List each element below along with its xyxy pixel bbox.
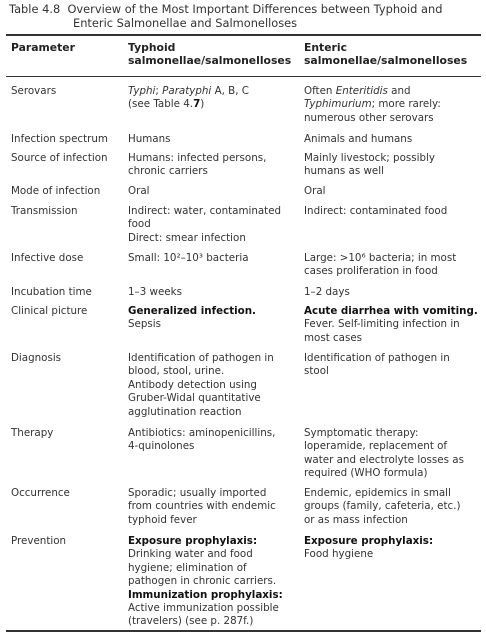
row-parameter: Clinical picture [11, 305, 88, 317]
cell-line: Often Enteritidis and [304, 85, 411, 97]
cell-line: chronic carriers [128, 165, 208, 178]
serovar-typhimurium: Typhimurium [304, 98, 372, 111]
serovar-line: Typhi; Paratyphi A, B, C [128, 85, 249, 97]
cell-line: Food hygiene [304, 548, 374, 561]
cell-line: agglutination reaction [128, 405, 242, 418]
row-parameter: Infection spectrum [11, 133, 108, 145]
serovar-enteritidis: Enteritidis [335, 85, 388, 97]
cell-line: Antibody detection using [128, 378, 257, 391]
cell-line: Gruber-Widal quantitative [128, 392, 261, 405]
cell-line: Sepsis [128, 318, 161, 331]
header-typhoid-line: salmonellae/salmonelloses [128, 54, 292, 68]
cell-line: humans as well [304, 165, 384, 178]
cell-line: 4-quinolones [128, 440, 195, 453]
row-typhoid-cell: 1–3 weeks [128, 286, 182, 298]
row-typhoid-cell [128, 535, 283, 629]
row-parameter: Prevention [11, 535, 67, 547]
cell-line: Identification of pathogen in [304, 352, 450, 364]
cell-line: loperamide, replacement of [304, 440, 448, 453]
cell-line-bold: Exposure prophylaxis: [304, 535, 434, 547]
cell-line: hygiene; elimination of [128, 561, 247, 574]
cell-line-bold: Acute diarrhea with vomiting. [304, 305, 478, 317]
row-enteric-cell [304, 152, 435, 179]
cell-line: cases proliferation in food [304, 265, 438, 278]
row-enteric-cell [304, 85, 441, 125]
header-enteric [304, 41, 467, 68]
cell-line-bold: Exposure prophylaxis: [128, 535, 258, 547]
row-parameter: Mode of infection [11, 185, 101, 197]
cell-line: Symptomatic therapy: [304, 427, 419, 439]
row-enteric-cell: Oral [304, 185, 326, 197]
cell-line: water and electrolyte losses as [304, 453, 464, 466]
row-typhoid-cell [128, 487, 276, 527]
cell-line: Direct: smear infection [128, 231, 246, 244]
row-enteric-cell [304, 305, 478, 345]
header-enteric-line: Enteric [304, 41, 347, 54]
caption-line-2: Enteric Salmonellae and Salmonelloses [73, 16, 298, 30]
row-parameter: Incubation time [11, 286, 92, 298]
row-parameter: Diagnosis [11, 352, 62, 364]
cell-line: numerous other serovars [304, 111, 434, 124]
cell-line: (see Table 4.7) [128, 98, 205, 111]
row-enteric-cell [304, 427, 464, 481]
table-caption [9, 2, 479, 30]
row-typhoid-cell: Oral [128, 185, 150, 197]
cell-line: most cases [304, 331, 363, 344]
row-typhoid-cell [128, 305, 256, 332]
cell-line: (travelers) (see p. 287f.) [128, 615, 254, 628]
row-typhoid-cell [128, 152, 266, 179]
row-enteric-cell [304, 252, 456, 279]
cell-line: Active immunization possible [128, 602, 279, 615]
serovar-paratyphi: Paratyphi [162, 85, 212, 97]
cell-line: Drinking water and food [128, 548, 253, 561]
cell-line-bold: Generalized infection. [128, 305, 256, 317]
cell-line: Large: >10⁶ bacteria; in most [304, 252, 457, 264]
cell-line: pathogen in chronic carriers. [128, 575, 277, 588]
cell-line: required (WHO formula) [304, 467, 428, 480]
cell-line: blood, stool, urine. [128, 365, 225, 378]
row-typhoid-cell: Small: 10²–10³ bacteria [128, 252, 249, 264]
header-enteric-line: salmonellae/salmonelloses [304, 54, 468, 68]
cell-line: Antibiotics: aminopenicillins, [128, 427, 276, 439]
cell-line: Mainly livestock; possibly [304, 152, 435, 164]
row-typhoid-cell [128, 352, 274, 419]
header-rule [6, 76, 481, 77]
row-typhoid-cell [128, 427, 275, 454]
row-typhoid-cell: Humans [128, 133, 171, 145]
cell-line: or as mass infection [304, 513, 408, 526]
row-parameter: Occurrence [11, 487, 70, 499]
cell-line: typhoid fever [128, 513, 197, 526]
table-ref-number: 7 [193, 98, 201, 111]
row-enteric-cell [304, 535, 433, 562]
header-typhoid [128, 41, 291, 68]
table-label: Table 4.8 [9, 2, 61, 16]
cell-line: stool [304, 365, 329, 378]
cell-line: groups (family, cafeteria, etc.) [304, 500, 461, 513]
row-enteric-cell: 1–2 days [304, 286, 350, 298]
cell-line: Sporadic; usually imported [128, 487, 267, 499]
row-enteric-cell [304, 487, 460, 527]
row-parameter: Therapy [11, 427, 54, 439]
cell-line: Fever. Self-limiting infection in [304, 318, 460, 331]
cell-line: food [128, 218, 151, 231]
row-enteric-cell [304, 352, 450, 379]
row-parameter: Transmission [11, 205, 78, 217]
cell-line-bold: Immunization prophylaxis: [128, 588, 283, 601]
cell-line: Typhimurium; more rarely: [304, 98, 441, 111]
cell-line: from countries with endemic [128, 500, 276, 513]
row-parameter: Infective dose [11, 252, 84, 264]
header-typhoid-line: Typhoid [128, 41, 176, 54]
row-typhoid-cell [128, 205, 281, 245]
caption-line-1 [9, 2, 479, 16]
row-enteric-cell: Indirect: contaminated food [304, 205, 448, 217]
top-rule [6, 34, 481, 36]
row-parameter: Source of infection [11, 152, 108, 164]
row-enteric-cell: Animals and humans [304, 133, 413, 145]
cell-line: Indirect: water, contaminated [128, 205, 282, 217]
row-typhoid-cell [128, 85, 249, 112]
serovar-typhi: Typhi [128, 85, 156, 97]
header-parameter: Parameter [11, 41, 75, 54]
caption-title-1: Overview of the Most Important Differences between Typhoid and [67, 2, 443, 16]
cell-line: Endemic, epidemics in small [304, 487, 451, 499]
cell-line: Identification of pathogen in [128, 352, 274, 364]
cell-line: Humans: infected persons, [128, 152, 267, 164]
bottom-rule [6, 630, 481, 632]
row-parameter: Serovars [11, 85, 57, 97]
